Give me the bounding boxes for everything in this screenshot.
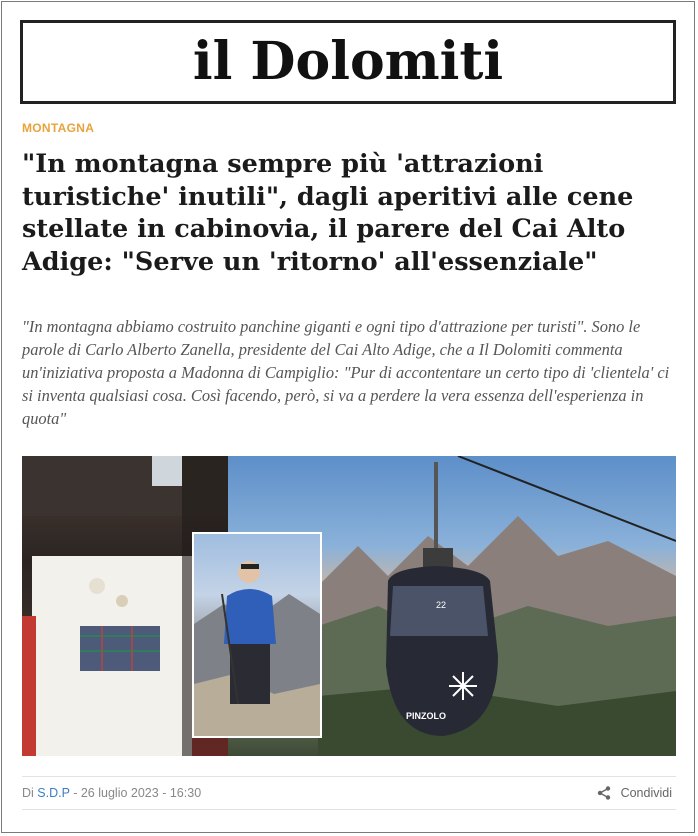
star-logo-icon (449, 672, 477, 700)
time-separator: - (162, 786, 167, 800)
cable-car-brand-label: PINZOLO (406, 711, 446, 721)
article-headline: "In montagna sempre più 'attrazioni turistiche' inutili", dagli aperitivi alle cene stellate in cabinovia, il parere del Cai Alto Adige: "Serve un 'ritorno' all'essenziale" (22, 149, 634, 277)
share-label: Condividi (620, 786, 672, 800)
publish-time: 16:30 (169, 786, 202, 800)
site-masthead[interactable] (20, 20, 676, 104)
article-summary: "In montagna abbiamo costruito panchine giganti e ogni tipo d'attrazione per turisti". Sono le parole di Carlo Alberto Zanella, presidente del Cai Alto Adige, che a Il Dolomiti commenta un'iniziativa proposta a Madonna di Campiglio: "Pur di accontentare un certo tipo di 'clientela' ci si inventa qualsiasi cosa. Così facendo, però, si va a perdere la vera essenza dell'esperienza in quota" (22, 317, 670, 428)
article-meta-bar (22, 776, 676, 810)
date-separator: - (73, 786, 78, 800)
hiker-illustration (194, 534, 320, 736)
publish-date: 26 luglio 2023 (80, 786, 159, 800)
author-link[interactable]: S.D.P (37, 786, 70, 800)
share-icon (597, 786, 611, 800)
byline (22, 786, 201, 800)
share-button[interactable] (597, 786, 676, 800)
article-hero-image[interactable] (22, 456, 676, 756)
cable-car-number: 22 (436, 600, 447, 610)
portrait-photo (192, 532, 322, 738)
site-logo: il Dolomiti (192, 31, 504, 92)
article-category[interactable]: MONTAGNA (22, 121, 95, 135)
byline-prefix: Di (22, 786, 34, 800)
